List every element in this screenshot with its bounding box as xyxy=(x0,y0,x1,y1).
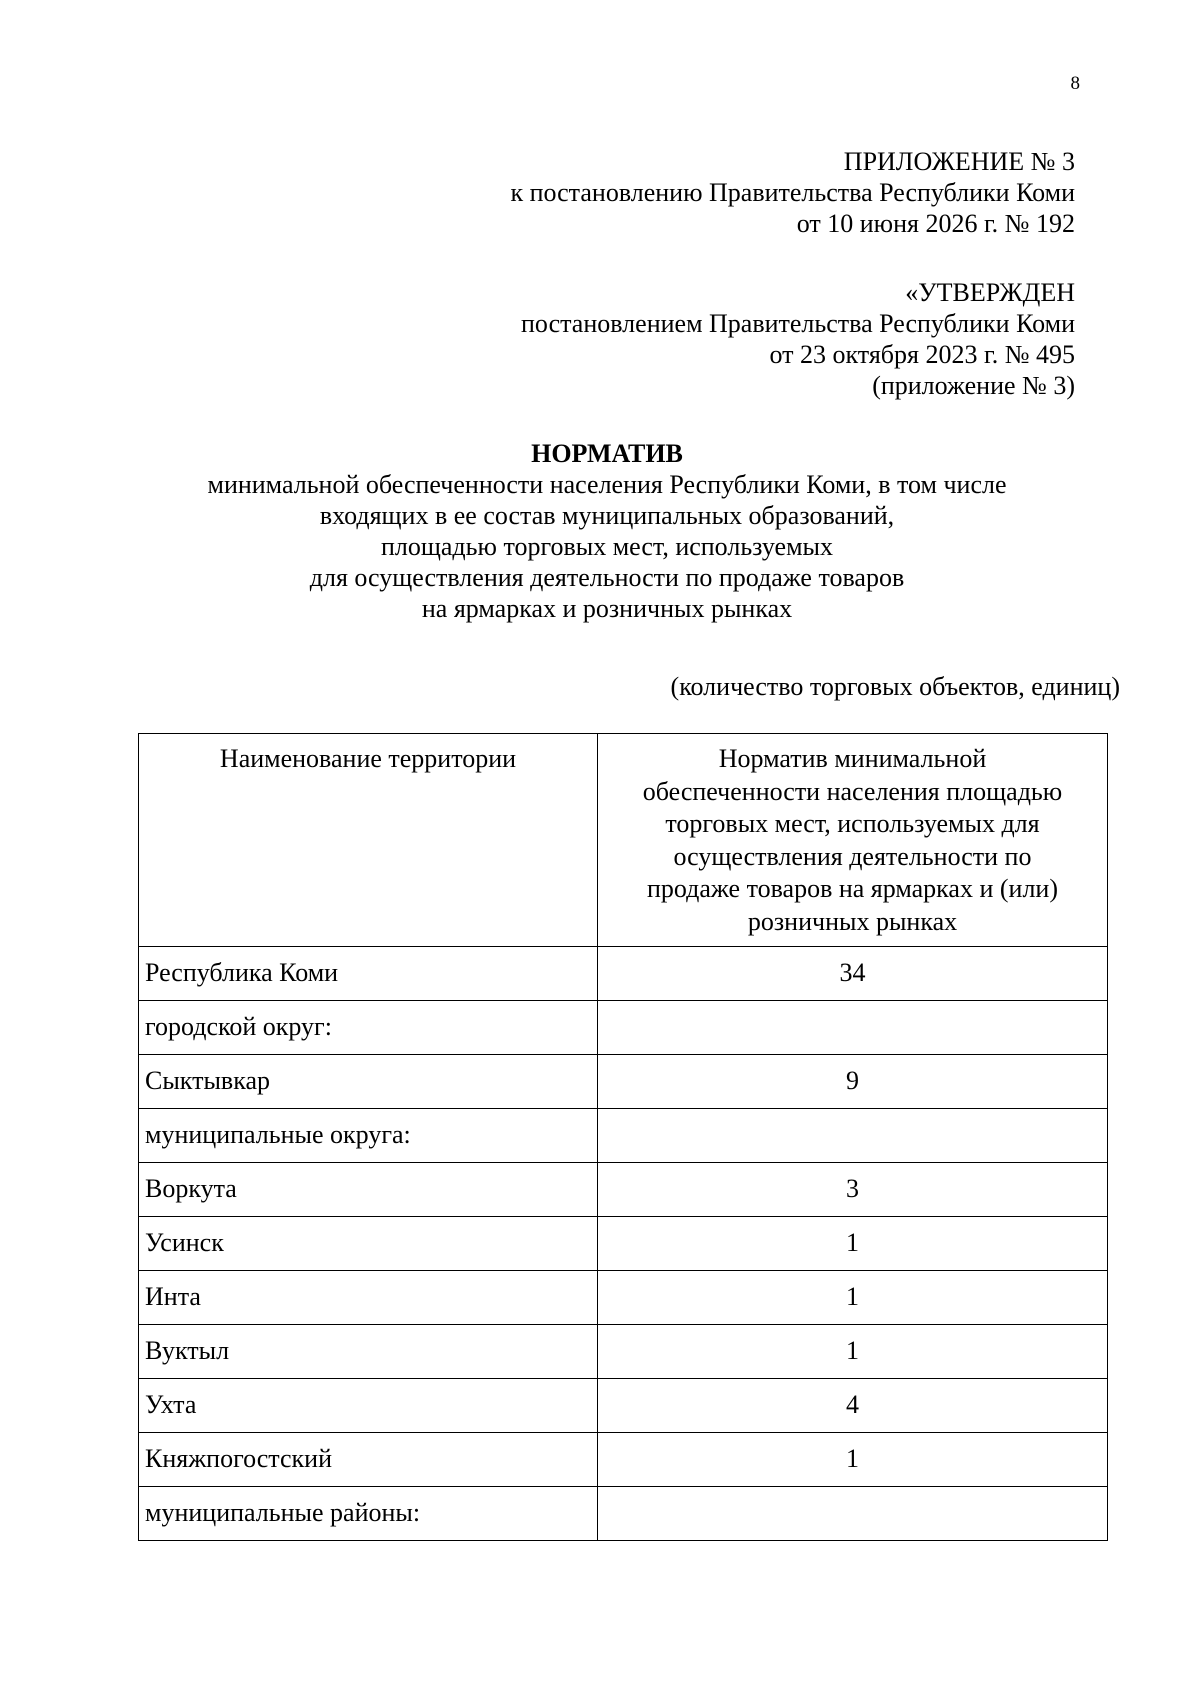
header-norm-line: осуществления деятельности по xyxy=(673,841,1032,871)
table-row xyxy=(139,1487,1108,1541)
table-row xyxy=(139,1001,1108,1055)
norm-value: 3 xyxy=(598,1163,1108,1217)
territory-name: Княжпогостский xyxy=(139,1433,598,1487)
header-norm xyxy=(598,734,1108,947)
territory-name: Республика Коми xyxy=(139,947,598,1001)
approved-reference: постановлением Правительства Республики Коми xyxy=(521,309,1075,338)
title-line-3: площадью торговых мест, используемых xyxy=(380,532,834,561)
units-note: (количество торговых объектов, единиц) xyxy=(670,672,1120,701)
territory-name: муниципальные округа: xyxy=(139,1109,598,1163)
territory-name: Инта xyxy=(139,1271,598,1325)
header-norm-line: розничных рынках xyxy=(747,906,958,936)
header-territory: Наименование территории xyxy=(139,734,598,947)
approved-header xyxy=(521,277,1075,401)
appendix-reference: к постановлению Правительства Республики Коми xyxy=(510,178,1075,207)
norm-value: 4 xyxy=(598,1379,1108,1433)
approved-appendix: (приложение № 3) xyxy=(872,371,1075,400)
table-row xyxy=(139,1217,1108,1271)
title-line-1: минимальной обеспеченности населения Республики Коми, в том числе xyxy=(207,470,1007,499)
table-row xyxy=(139,1163,1108,1217)
approved-date: от 23 октября 2023 г. № 495 xyxy=(769,340,1075,369)
territory-name: городской округ: xyxy=(139,1001,598,1055)
table-row xyxy=(139,1055,1108,1109)
territory-name: Воркута xyxy=(139,1163,598,1217)
table-row xyxy=(139,1325,1108,1379)
title-line-4: для осуществления деятельности по продаже товаров xyxy=(309,563,905,592)
norm-value: 1 xyxy=(598,1325,1108,1379)
territory-name: Усинск xyxy=(139,1217,598,1271)
document-title-block xyxy=(0,438,1200,624)
table-row xyxy=(139,1379,1108,1433)
territory-name: муниципальные районы: xyxy=(139,1487,598,1541)
document-title: НОРМАТИВ xyxy=(531,439,683,468)
header-norm-line: обеспеченности населения площадью xyxy=(642,776,1063,806)
table-row xyxy=(139,1433,1108,1487)
page-number: 8 xyxy=(1070,73,1080,94)
norm-value xyxy=(598,1001,1108,1055)
header-norm-line: торговых мест, используемых для xyxy=(665,809,1040,838)
table-header-row xyxy=(139,734,1108,947)
norm-value xyxy=(598,1487,1108,1541)
table-row xyxy=(139,1109,1108,1163)
territory-name: Вуктыл xyxy=(139,1325,598,1379)
appendix-date: от 10 июня 2026 г. № 192 xyxy=(796,209,1075,238)
norm-value: 9 xyxy=(598,1055,1108,1109)
norm-value: 1 xyxy=(598,1271,1108,1325)
header-norm-line: продаже товаров на ярмарках и (или) xyxy=(646,874,1058,903)
territory-name: Сыктывкар xyxy=(139,1055,598,1109)
norm-value: 1 xyxy=(598,1217,1108,1271)
title-line-5: на ярмарках и розничных рынках xyxy=(421,594,793,623)
territory-name: Ухта xyxy=(139,1379,598,1433)
appendix-number: ПРИЛОЖЕНИЕ № 3 xyxy=(843,147,1075,176)
header-norm-line: Норматив минимальной xyxy=(718,744,987,773)
norm-table xyxy=(138,733,1108,1541)
appendix-header xyxy=(510,146,1075,239)
approved-label: «УТВЕРЖДЕН xyxy=(905,278,1075,307)
table-row xyxy=(139,947,1108,1001)
norm-value: 34 xyxy=(598,947,1108,1001)
norm-value: 1 xyxy=(598,1433,1108,1487)
title-line-2: входящих в ее состав муниципальных образований, xyxy=(319,501,895,530)
table-row xyxy=(139,1271,1108,1325)
norm-value xyxy=(598,1109,1108,1163)
